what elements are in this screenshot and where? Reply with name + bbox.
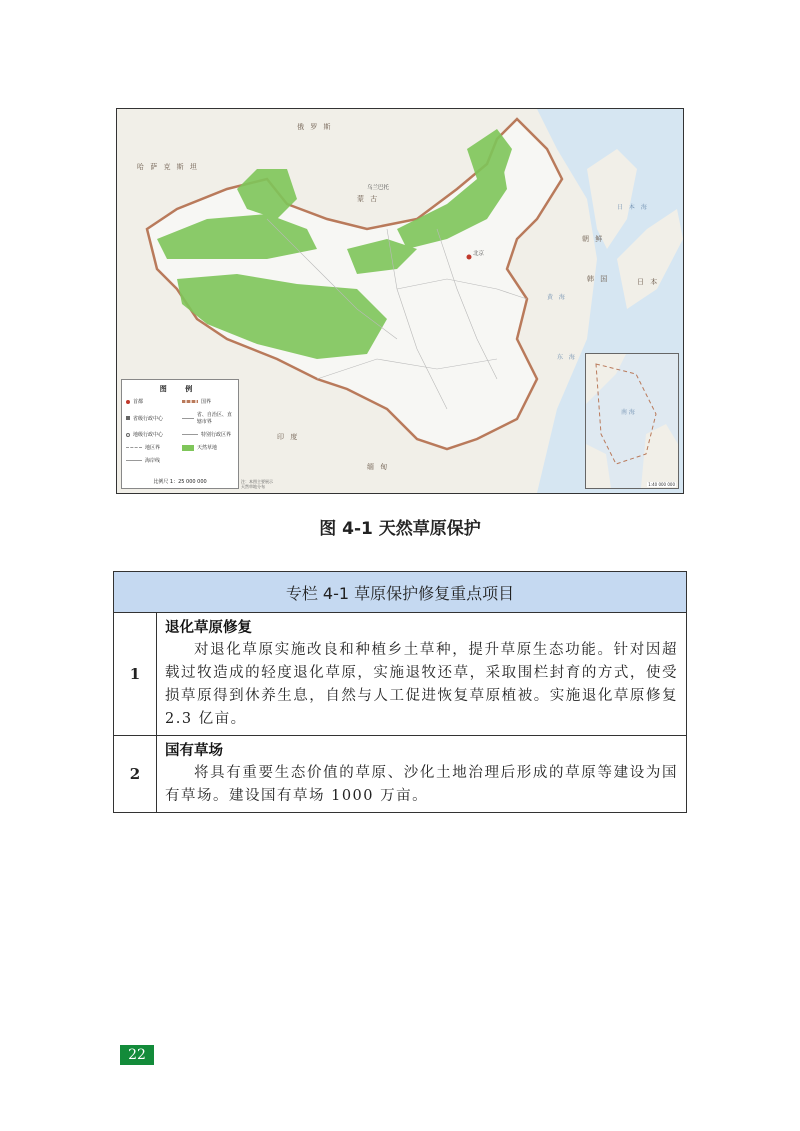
label-mongolia: 蒙 古 — [357, 195, 380, 203]
grassland-swatch-icon — [182, 445, 194, 451]
project-box — [113, 571, 687, 813]
table-row — [114, 613, 687, 736]
line-icon — [182, 418, 194, 419]
label-yellow-sea: 黄 海 — [547, 294, 567, 301]
label-japan: 日 本 — [637, 278, 660, 286]
table-row — [114, 736, 687, 813]
label-korea: 朝 鲜 — [582, 235, 605, 243]
label-india: 印 度 — [277, 433, 300, 441]
label-east-sea: 东 海 — [557, 354, 577, 361]
item-content — [157, 613, 687, 736]
circle-icon — [126, 433, 130, 437]
legend-region-line: 地区界 — [126, 444, 178, 451]
label-russia: 俄 罗 斯 — [297, 123, 333, 131]
label-south-sea: 南 海 — [621, 409, 635, 416]
beijing-marker — [467, 255, 472, 260]
legend-grassland: 天然草地 — [182, 444, 234, 451]
item-title: 国有草场 — [165, 743, 223, 759]
label-burma: 缅 甸 — [367, 463, 390, 471]
inset-scale: 1:40 000 000 — [648, 482, 675, 487]
label-south-korea: 韩 国 — [587, 275, 610, 283]
legend-special-line: 特别行政区界 — [182, 431, 234, 438]
border-line-icon — [182, 400, 198, 403]
south-sea-inset — [585, 353, 679, 489]
map-note: 注：本图主要展示 天然草地分布 — [241, 479, 273, 489]
item-title: 退化草原修复 — [165, 620, 252, 636]
label-kazakhstan: 哈 萨 克 斯 坦 — [137, 163, 199, 171]
legend-provincial-line: 省、自治区、直辖市界 — [182, 411, 234, 425]
figure-caption: 图 4-1 天然草原保护 — [319, 519, 481, 539]
page-number: 22 — [120, 1045, 154, 1065]
map-legend — [121, 379, 239, 489]
square-icon — [126, 416, 130, 420]
inset-graphic — [586, 354, 678, 488]
label-sea-japan: 日 本 海 — [617, 204, 649, 211]
legend-title: 图 例 — [159, 385, 201, 393]
dash-line-icon — [126, 447, 142, 448]
legend-city: 地级行政中心 — [126, 431, 178, 438]
legend-provincial-capital: 省级行政中心 — [126, 411, 178, 425]
legend-coast: 海岸线 — [126, 457, 178, 464]
item-body: 对退化草原实施改良和种植乡土草种，提升草原生态功能。针对因超载过牧造成的轻度退化草原，实施退牧还草，采取围栏封育的方式，使受损草原得到休养生息，自然与人工促进恢复草原植被。实施退化草原修复 2.3 亿亩。 — [165, 642, 678, 727]
capital-dot-icon — [126, 400, 130, 404]
grassland-map — [116, 108, 684, 494]
legend-capital: 首都 — [126, 398, 178, 405]
legend-border: 国界 — [182, 398, 234, 405]
legend-scale: 比例尺 1：25 000 000 — [153, 479, 207, 485]
item-body: 将具有重要生态价值的草原、沙化土地治理后形成的草原等建设为国有草场。建设国有草场 1000 万亩。 — [165, 765, 678, 804]
line-icon — [182, 434, 198, 435]
line-icon — [126, 460, 142, 461]
item-number: 1 — [114, 613, 157, 736]
label-ulaanbaatar: 乌兰巴托 — [367, 185, 390, 191]
item-number: 2 — [114, 736, 157, 813]
item-content — [157, 736, 687, 813]
label-beijing: 北京 — [473, 251, 485, 257]
box-title: 专栏 4-1 草原保护修复重点项目 — [114, 572, 687, 613]
